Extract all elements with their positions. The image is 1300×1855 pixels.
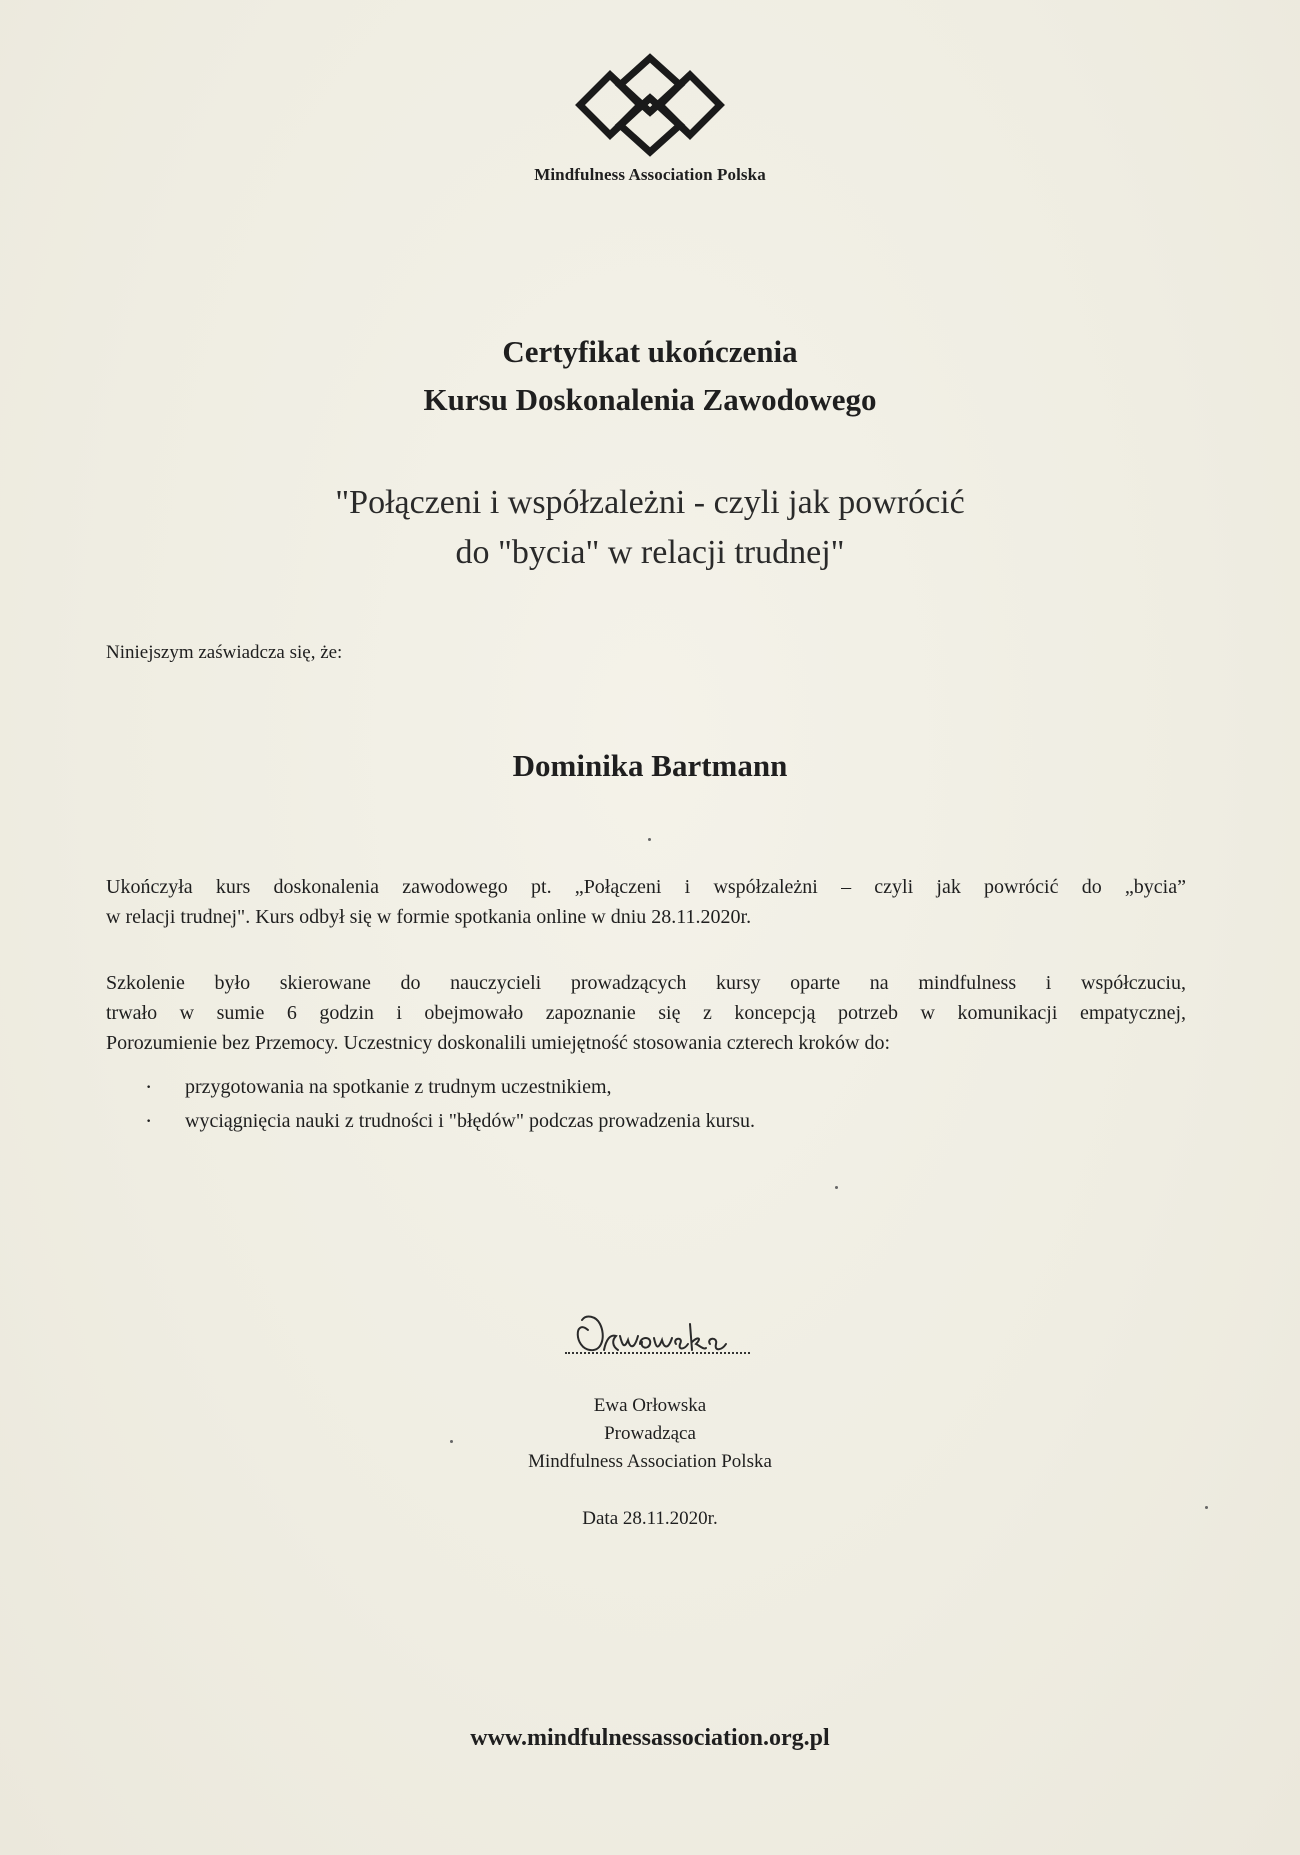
- issue-date: Data 28.11.2020r.: [582, 1508, 718, 1529]
- paper-speck: [648, 838, 651, 841]
- list-item: · wyciągnięcia nauki z trudności i "błędów" podczas prowadzenia kursu.: [140, 1104, 755, 1138]
- signatory-role: Prowadząca: [604, 1423, 696, 1444]
- website-link[interactable]: www.mindfulnessassociation.org.pl: [470, 1725, 830, 1751]
- paper-speck: [450, 1440, 453, 1443]
- endless-knot-icon: [570, 50, 730, 160]
- signatory-organization: Mindfulness Association Polska: [528, 1451, 772, 1472]
- certificate-title: Certyfikat ukończenia: [502, 334, 798, 369]
- signature-line: [565, 1352, 750, 1354]
- paragraph-line: trwało w sumie 6 godzin i obejmowało zapoznanie się z koncepcją potrzeb w komunikacji empatycznej,: [106, 1002, 1186, 1024]
- list-item: · przygotowania na spotkanie z trudnym uczestnikiem,: [140, 1070, 755, 1104]
- paragraph-line: Szkolenie było skierowane do nauczycieli prowadzących kursy oparte na mindfulness i współczuciu,: [106, 972, 1186, 994]
- intro-text: Niniejszym zaświadcza się, że:: [106, 642, 343, 663]
- paragraph-completion: [106, 872, 1186, 932]
- certificate-subtitle: Kursu Doskonalenia Zawodowego: [423, 382, 877, 417]
- paragraph-line: Ukończyła kurs doskonalenia zawodowego pt. „Połączeni i współzależni – czyli jak powrócić do „bycia”: [106, 876, 1186, 898]
- paper-speck: [1205, 1506, 1208, 1509]
- paragraph-line: w relacji trudnej". Kurs odbył się w formie spotkania online w dniu 28.11.2020r.: [106, 906, 752, 928]
- course-name-line1: "Połączeni i współzależni - czyli jak powrócić: [335, 484, 965, 521]
- paragraph-line: Porozumienie bez Przemocy. Uczestnicy doskonalili umiejętność stosowania czterech kroków do:: [106, 1032, 891, 1054]
- signature: [560, 1300, 760, 1358]
- org-name: Mindfulness Association Polska: [534, 165, 766, 184]
- paper-speck: [835, 1186, 838, 1189]
- signatory-name: Ewa Orłowska: [593, 1395, 707, 1416]
- paragraph-description: [106, 968, 1186, 1058]
- recipient-name: Dominika Bartmann: [512, 748, 788, 783]
- course-name-line2: do "bycia" w relacji trudnej": [455, 534, 845, 571]
- signatory-block: [0, 1392, 1300, 1476]
- steps-list: [140, 1070, 755, 1138]
